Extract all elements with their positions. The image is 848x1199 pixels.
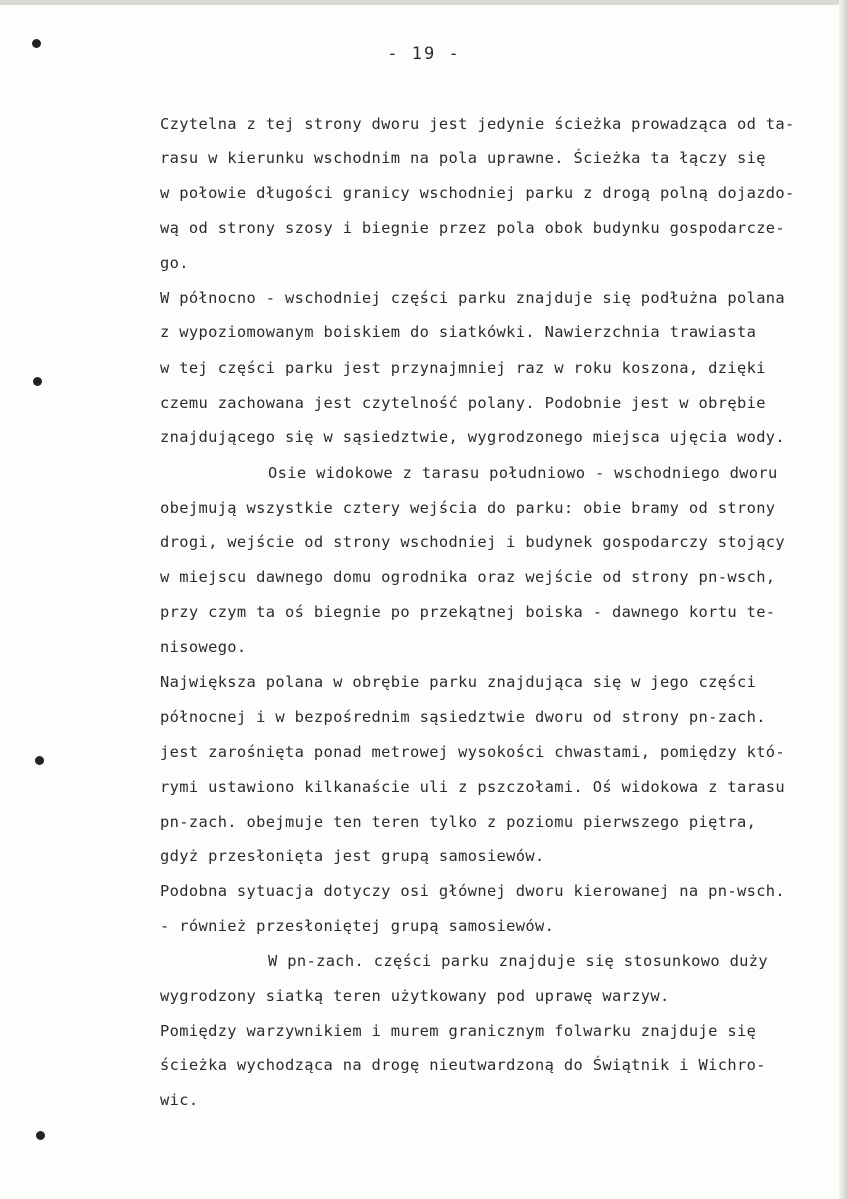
text-line: W północno - wschodniej części parku znajduje się podłużna polana	[160, 289, 786, 307]
text-line: jest zarośnięta ponad metrowej wysokości chwastami, pomiędzy któ-	[160, 743, 786, 761]
text-line: wic.	[160, 1091, 199, 1109]
page-top-edge	[0, 0, 848, 5]
text-line: ścieżka wychodząca na drogę nieutwardzoną do Świątnik i Wichro-	[160, 1056, 766, 1074]
text-line: czemu zachowana jest czytelność polany. Podobnie jest w obrębie	[160, 394, 766, 412]
text-line: obejmują wszystkie cztery wejścia do parku: obie bramy od strony	[160, 499, 776, 517]
text-line: nisowego.	[160, 638, 247, 656]
text-line: z wypoziomowanym boiskiem do siatkówki. Nawierzchnia trawiasta	[160, 323, 757, 341]
text-line: gdyż przesłonięta jest grupą samosiewów.	[160, 847, 545, 865]
text-line: drogi, wejście od strony wschodniej i budynek gospodarczy stojący	[160, 533, 786, 551]
text-line: rymi ustawiono kilkanaście uli z pszczołami. Oś widokowa z tarasu	[160, 778, 786, 796]
text-line: Osie widokowe z tarasu południowo - wschodniego dworu	[268, 464, 778, 482]
text-line: W pn-zach. części parku znajduje się stosunkowo duży	[268, 952, 769, 970]
text-line: Czytelna z tej strony dworu jest jedynie ścieżka prowadząca od ta-	[160, 115, 795, 133]
punch-hole	[36, 1131, 45, 1140]
text-line: - również przesłoniętej grupą samosiewów.	[160, 917, 555, 935]
text-line: wą od strony szosy i biegnie przez pola obok budynku gospodarcze-	[160, 219, 786, 237]
text-line: przy czym ta oś biegnie po przekątnej boiska - dawnego kortu te-	[160, 603, 776, 621]
text-line: pn-zach. obejmuje ten teren tylko z poziomu pierwszego piętra,	[160, 813, 757, 831]
text-line: go.	[160, 254, 189, 272]
punch-hole	[35, 756, 44, 765]
text-line: wygrodzony siatką teren użytkowany pod uprawę warzyw.	[160, 987, 670, 1005]
text-line: Podobna sytuacja dotyczy osi głównej dworu kierowanej na pn-wsch.	[160, 882, 786, 900]
text-line: Pomiędzy warzywnikiem i murem granicznym folwarku znajduje się	[160, 1022, 757, 1040]
text-line: w tej części parku jest przynajmniej raz w roku koszona, dzięki	[160, 359, 766, 377]
text-line: w miejscu dawnego domu ogrodnika oraz wejście od strony pn-wsch,	[160, 568, 776, 586]
text-line: północnej i w bezpośrednim sąsiedztwie dworu od strony pn-zach.	[160, 708, 766, 726]
punch-hole	[33, 377, 42, 386]
text-line: w połowie długości granicy wschodniej parku z drogą polną dojazdo-	[160, 184, 795, 202]
page-number: - 19 -	[387, 44, 461, 64]
page-right-edge	[839, 0, 848, 1199]
text-line: znajdującego się w sąsiedztwie, wygrodzonego miejsca ujęcia wody.	[160, 428, 786, 446]
text-line: rasu w kierunku wschodnim na pola uprawne. Ścieżka ta łączy się	[160, 149, 766, 167]
text-line: Największa polana w obrębie parku znajdująca się w jego części	[160, 673, 757, 691]
